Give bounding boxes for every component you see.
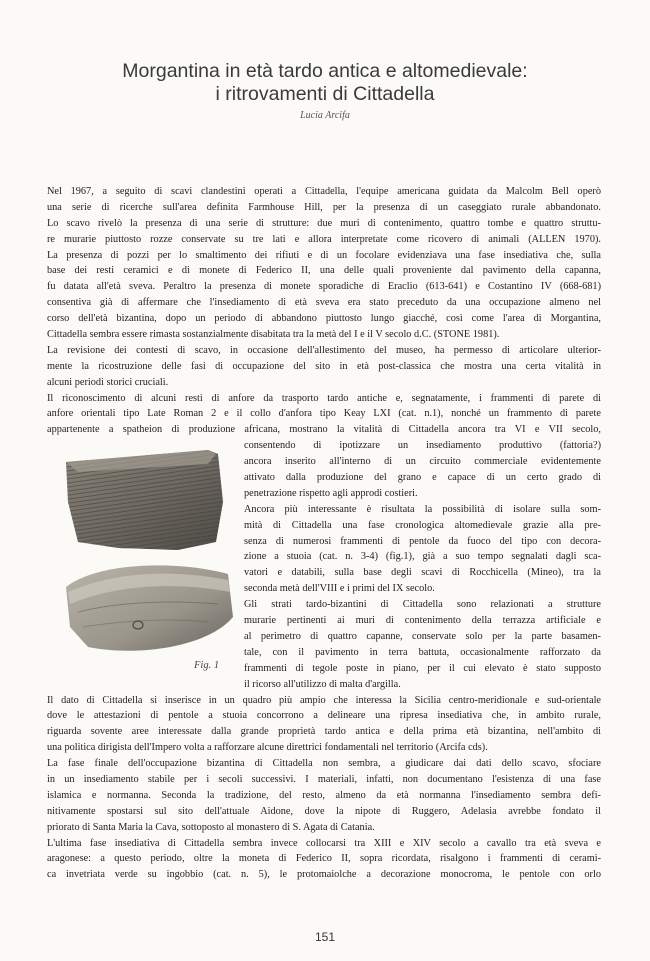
text-line: ancora inserito all'interno di un circuito commerciale evidentemente xyxy=(244,456,601,468)
text-line: L'ultima fase insediativa di Cittadella sembra invece collocarsi tra XIII e XIV secolo a cavallo tra età sveva e xyxy=(47,837,601,849)
text-line: Lo scavo rivelò la presenza di una serie di strutture: due muri di contenimento, quattro tombe e quattro struttu- xyxy=(47,217,601,229)
author-name: Lucia Arcifa xyxy=(300,110,350,121)
text-line: Gli strati tardo-bizantini di Cittadella sono relazionati a strutture xyxy=(244,599,601,611)
text-line: mità di Cittadella una fase cronologica altomedievale grazie alla pre- xyxy=(244,519,601,531)
figure-pottery-fragments xyxy=(58,442,238,687)
text-line: ca invetriata verde su ingobbio (cat. n. 5), le protomaiolche a decorazione monocroma, le pentole con orlo xyxy=(47,869,601,881)
text-line: in un insediamento stabile per i secoli successivi. I materiali, infatti, non documentano l'esistenza di una fase xyxy=(47,773,601,785)
text-line: attivato dalla produzione del grano e capace di un certo grado di xyxy=(244,472,601,484)
text-line: zione a stuoia (cat. n. 3-4) (fig.1), già a suo tempo segnalati dagli sca- xyxy=(244,551,601,563)
text-line: La fase finale dell'occupazione bizantina di Cittadella non sembra, a giudicare dai dati dello scavo, sfociare xyxy=(47,758,601,770)
text-line: Il dato di Cittadella si inserisce in un quadro più ampio che interessa la Sicilia centro-meridionale e sud-orientale xyxy=(47,694,601,706)
figure-caption: Fig. 1 xyxy=(194,660,220,671)
text-line: consentendo di ipotizzare un insediamento produttivo (fattoria?) xyxy=(244,440,601,452)
text-line: senza di numerosi frammenti di pentole da fuoco del tipo con decora- xyxy=(244,535,601,547)
text-line: il ricorso all'utilizzo di malta d'argilla. xyxy=(244,678,401,690)
text-line: riguarda sovente aree interessate dalla grande proprietà tardo antica e della prima età bizantina, nell'ambito di xyxy=(47,726,601,738)
text-line: corso dell'età bizantina, dopo un periodo di abbandono piuttosto lungo giacché, così come l'area di Morgantina, xyxy=(47,313,601,325)
article-title xyxy=(60,60,590,106)
title-line-1: Morgantina in età tardo antica e altomedievale: xyxy=(122,60,528,82)
text-line: Il riconoscimento di alcuni resti di anfore da trasporto tardo antiche e, segnatamente, i frammenti di parete di xyxy=(47,392,601,404)
text-line: frammenti di tegole poste in piano, per il cui elevato è stato supposto xyxy=(244,662,601,674)
text-line: fu datata all'età sveva. Peraltro la presenza di monete sporadiche di Eraclio (613-641) e Costantino IV (668-681) xyxy=(47,281,601,293)
text-line: seconda metà dell'VIII e i primi del IX secolo. xyxy=(244,583,435,595)
text-line: mente la ricostruzione delle fasi di occupazione del sito in età post-classica che mostra una certa vitalità in xyxy=(47,360,601,372)
text-line: una serie di ricerche sull'area definita Farmhouse Hill, per la presenza di un caseggiato rurale abbandonato. xyxy=(47,201,601,213)
text-line: Cittadella sembra essere rimasta sostanzialmente disabitata tra la metà del I e il V secolo d.C. (STONE 1981). xyxy=(47,329,500,341)
text-line: anfore orientali tipo Late Roman 2 e il collo d'anfora tipo Keay LXI (cat. n.1), nonché un frammento di parete xyxy=(47,408,601,420)
text-line: al perimetro di quattro capanne, conservate solo per la parte basamen- xyxy=(244,630,601,642)
text-line: islamica e normanna. Seconda la tradizione, del resto, almeno da età normanna l'insediamento sembra defi- xyxy=(47,789,601,801)
text-line: alcuni periodi storici cruciali. xyxy=(47,376,169,388)
text-line: Nel 1967, a seguito di scavi clandestini operati a Cittadella, l'equipe americana guidata da Malcolm Bell operò xyxy=(47,186,601,197)
text-line: una politica dirigista dell'Impero volta a rafforzare alcune direttrici fondamentali nel territorio (Arcifa cds). xyxy=(47,742,488,754)
text-line: base dei resti ceramici e di monete di Federico II, una delle quali proveniente dal pavimento della capanna, xyxy=(47,265,601,277)
text-line: La revisione dei contesti di scavo, in occasione dell'allestimento del museo, ha permesso di articolare ulterior- xyxy=(47,344,601,356)
text-line: tale, con il pavimento in terra battuta, occasionalmente rafforzato da xyxy=(244,646,601,658)
text-line: Ancora più interessante è risultata la possibilità di isolare sulla som- xyxy=(244,503,601,515)
text-line: murarie pertinenti ai muri di contenimento della terrazza artificiale e xyxy=(244,615,601,627)
text-line: nitivamente spostarsi sul sito dell'attuale Aidone, dove la nipote di Ruggero, Adelasia avrebbe fondato il xyxy=(47,805,601,817)
text-line: penetrazione rispetto agli approdi costieri. xyxy=(244,487,418,499)
text-line: appartenente a spatheion di produzione africana, mostrano la vitalità di Cittadella ancora tra VI e VII secolo, xyxy=(47,424,601,436)
title-line-2: i ritrovamenti di Cittadella xyxy=(215,83,435,105)
text-line: priorato di Santa Maria la Cava, sottoposto al monastero di S. Agata di Catania. xyxy=(47,821,375,833)
page-number: 151 xyxy=(314,930,336,944)
text-line: aragonese: a questo periodo, oltre la moneta di Federico II, sopra ricordata, risalgono i frammenti di cerami- xyxy=(47,853,601,865)
pottery-photo xyxy=(58,442,238,687)
text-line: consentiva già di affermare che l'insediamento di età sveva era stato preceduto da una occupazione almeno nel xyxy=(47,297,601,309)
text-line: dove le attestazioni di pentole a stuoia concorrono a delineare una ripresa insediativa che, in ambito rurale, xyxy=(47,710,601,722)
text-line: La presenza di pozzi per lo smaltimento dei rifiuti e di un focolare evidenziava una fase insediativa che, sulla xyxy=(47,249,601,261)
text-line: vatori e databili, sulla base degli scavi di Rocchicella (Mineo), tra la xyxy=(244,567,601,579)
text-line: re murarie piuttosto rozze conservate su tre lati e allora interpretate come ricovero di animali (ALLEN 1970). xyxy=(47,233,601,245)
